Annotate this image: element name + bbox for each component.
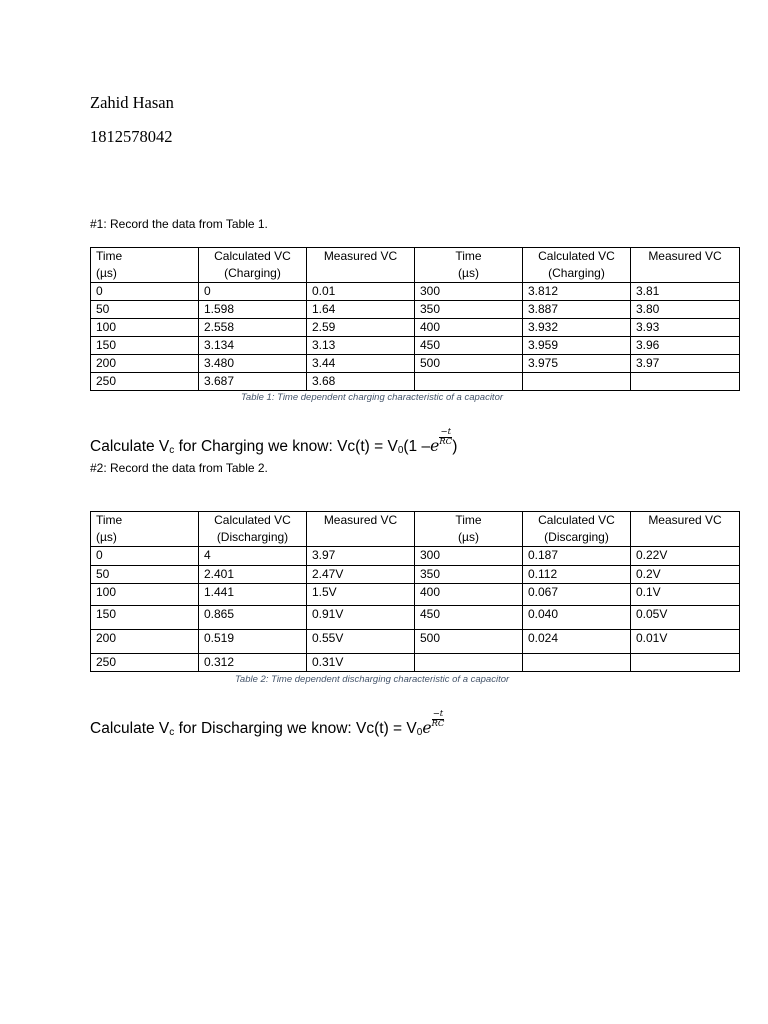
header-time: Time (µs) bbox=[415, 512, 523, 547]
header-time: Time (µs) bbox=[415, 248, 523, 283]
cell: 1.598 bbox=[199, 301, 307, 319]
cell: 100 bbox=[91, 319, 199, 337]
student-name: Zahid Hasan bbox=[90, 93, 174, 112]
table-row bbox=[91, 630, 740, 654]
table-row bbox=[91, 547, 740, 566]
cell: 400 bbox=[415, 319, 523, 337]
cell: 200 bbox=[91, 630, 199, 654]
cell: 0.05V bbox=[631, 606, 740, 630]
header-time: Time (µs) bbox=[91, 512, 199, 547]
cell bbox=[415, 373, 523, 391]
cell: 2.47V bbox=[307, 566, 415, 584]
table-row bbox=[91, 566, 740, 584]
cell: 3.80 bbox=[631, 301, 740, 319]
cell: 2.401 bbox=[199, 566, 307, 584]
cell: 0.865 bbox=[199, 606, 307, 630]
header-measured-vc: Measured VC bbox=[307, 512, 415, 547]
cell: 100 bbox=[91, 584, 199, 606]
cell: 250 bbox=[91, 654, 199, 672]
cell: 2.59 bbox=[307, 319, 415, 337]
cell: 3.959 bbox=[523, 337, 631, 355]
cell: 3.134 bbox=[199, 337, 307, 355]
table-row bbox=[91, 283, 740, 301]
table-row bbox=[91, 584, 740, 606]
cell: 2.558 bbox=[199, 319, 307, 337]
table-header-row bbox=[91, 512, 740, 547]
table-discharging bbox=[90, 511, 740, 672]
cell: 450 bbox=[415, 606, 523, 630]
table-row bbox=[91, 337, 740, 355]
table-charging bbox=[90, 247, 740, 391]
cell: 0.067 bbox=[523, 584, 631, 606]
cell: 3.93 bbox=[631, 319, 740, 337]
cell bbox=[523, 373, 631, 391]
cell: 3.480 bbox=[199, 355, 307, 373]
header-measured-vc: Measured VC bbox=[307, 248, 415, 283]
cell: 3.68 bbox=[307, 373, 415, 391]
cell: 0.187 bbox=[523, 547, 631, 566]
cell: 0.024 bbox=[523, 630, 631, 654]
header-calculated-vc: Calculated VC (Discharging) bbox=[199, 512, 307, 547]
cell: 150 bbox=[91, 337, 199, 355]
cell: 3.975 bbox=[523, 355, 631, 373]
header-measured-vc: Measured VC bbox=[631, 512, 740, 547]
student-id: 1812578042 bbox=[90, 127, 173, 146]
header-time: Time (µs) bbox=[91, 248, 199, 283]
header-measured-vc: Measured VC bbox=[631, 248, 740, 283]
cell: 350 bbox=[415, 301, 523, 319]
exponent-fraction: $\frac{-t}{RC}$ bbox=[439, 427, 453, 447]
cell: 0.01V bbox=[631, 630, 740, 654]
cell: 0.312 bbox=[199, 654, 307, 672]
cell: 1.5V bbox=[307, 584, 415, 606]
cell: 50 bbox=[91, 301, 199, 319]
cell: 3.96 bbox=[631, 337, 740, 355]
cell: 0 bbox=[91, 283, 199, 301]
cell: 450 bbox=[415, 337, 523, 355]
cell: 0.519 bbox=[199, 630, 307, 654]
cell: 0.31V bbox=[307, 654, 415, 672]
charging-formula: Calculate $V_c$ for Charging we know: $Vc(t) = V_0(1$ –e $\frac{-t}{RC}$ ) bbox=[90, 427, 458, 456]
cell: 0.1V bbox=[631, 584, 740, 606]
cell: 3.97 bbox=[631, 355, 740, 373]
cell bbox=[631, 373, 740, 391]
cell: 3.97 bbox=[307, 547, 415, 566]
cell: 0.2V bbox=[631, 566, 740, 584]
exponent-fraction: $\frac{-t}{RC}$ bbox=[431, 709, 445, 729]
table1-caption: Table 1: Time dependent charging characteristic of a capacitor bbox=[241, 392, 504, 403]
cell: 3.887 bbox=[523, 301, 631, 319]
table-header-row bbox=[91, 248, 740, 283]
cell: 3.13 bbox=[307, 337, 415, 355]
header-calculated-vc: Calculated VC (Discarging) bbox=[523, 512, 631, 547]
cell: 50 bbox=[91, 566, 199, 584]
cell bbox=[631, 654, 740, 672]
table2-caption: Table 2: Time dependent discharging characteristic of a capacitor bbox=[235, 674, 510, 685]
table-row bbox=[91, 301, 740, 319]
cell: 3.932 bbox=[523, 319, 631, 337]
table-row bbox=[91, 355, 740, 373]
cell: 0.22V bbox=[631, 547, 740, 566]
cell: 500 bbox=[415, 630, 523, 654]
section2-heading: #2: Record the data from Table 2. bbox=[90, 461, 268, 475]
cell: 3.687 bbox=[199, 373, 307, 391]
table-row bbox=[91, 654, 740, 672]
cell: 0.112 bbox=[523, 566, 631, 584]
cell: 1.64 bbox=[307, 301, 415, 319]
section1-heading: #1: Record the data from Table 1. bbox=[90, 217, 268, 231]
table-row bbox=[91, 319, 740, 337]
cell bbox=[415, 654, 523, 672]
cell: 3.812 bbox=[523, 283, 631, 301]
discharging-formula: Calculate $V_c$ for Discharging we know: $Vc(t) = V_0e$ $\frac{-t}{RC}$ bbox=[90, 709, 445, 738]
cell: 0.91V bbox=[307, 606, 415, 630]
header-calculated-vc: Calculated VC (Charging) bbox=[199, 248, 307, 283]
cell: 250 bbox=[91, 373, 199, 391]
cell: 150 bbox=[91, 606, 199, 630]
table-row bbox=[91, 606, 740, 630]
cell: 400 bbox=[415, 584, 523, 606]
cell: 0.55V bbox=[307, 630, 415, 654]
cell: 4 bbox=[199, 547, 307, 566]
cell: 0.01 bbox=[307, 283, 415, 301]
cell: 3.44 bbox=[307, 355, 415, 373]
table-row bbox=[91, 373, 740, 391]
cell: 0 bbox=[199, 283, 307, 301]
header-calculated-vc: Calculated VC (Charging) bbox=[523, 248, 631, 283]
cell: 0.040 bbox=[523, 606, 631, 630]
cell: 300 bbox=[415, 283, 523, 301]
cell: 500 bbox=[415, 355, 523, 373]
cell: 200 bbox=[91, 355, 199, 373]
cell: 350 bbox=[415, 566, 523, 584]
cell bbox=[523, 654, 631, 672]
cell: 3.81 bbox=[631, 283, 740, 301]
cell: 1.441 bbox=[199, 584, 307, 606]
cell: 0 bbox=[91, 547, 199, 566]
cell: 300 bbox=[415, 547, 523, 566]
